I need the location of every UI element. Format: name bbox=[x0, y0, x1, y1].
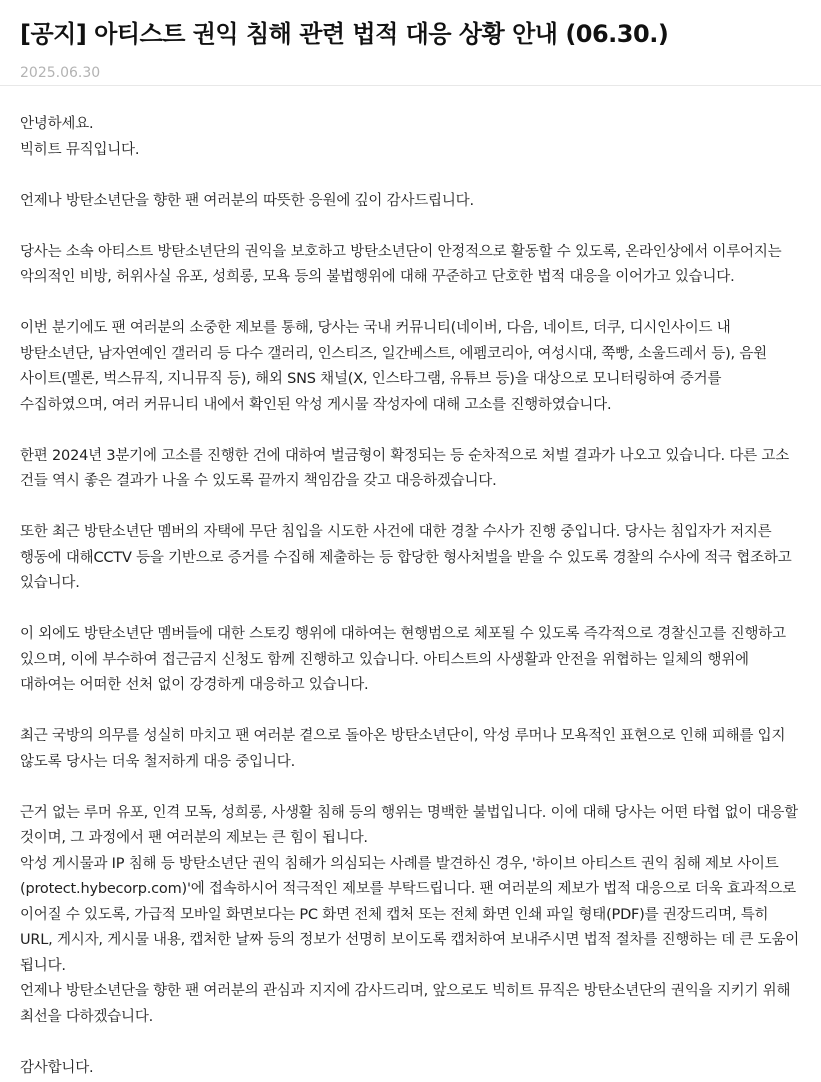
intrusion-paragraph: 또한 최근 방탄소년단 멤버의 자택에 무단 침입을 시도한 사건에 대한 경찰 수사가 진행 중입니다. 당사는 침입자가 저지른 행동에 대해CCTV 등을 기반으로 증거를 수집해 제출하는 등 합당한 형사처벌을 받을 수 있도록 경찰의 수사에 적극 협조하고 있습니다. bbox=[20, 524, 792, 591]
closing-paragraph: 언제나 방탄소년단을 향한 팬 여러분의 관심과 지지에 감사드리며, 앞으로도 빅히트 뮤직은 방탄소년단의 권익을 지키기 위해 최선을 다하겠습니다. bbox=[20, 983, 791, 1025]
notice-body bbox=[0, 86, 821, 1081]
report-guide-paragraph: 악성 게시물과 IP 침해 등 방탄소년단 권익 침해가 의심되는 사례를 발견하신 경우, '하이브 아티스트 권익 침해 제보 사이트(protect.hybecorp.com)'에 접속하시어 적극적인 제보를 부탁드립니다. 팬 여러분의 제보가 법적 대응으로 더욱 효과적으로 이어질 수 있도록, 가급적 모바일 화면보다는 PC 화면 전체 캡처 또는 전체 화면 인쇄 파일 형태(PDF)를 권장드리며, 특히 URL, 게시자, 게시물 내용, 캡처한 날짜 등의 정보가 선명히 보이도록 캡처하여 보내주시면 법적 절차를 진행하는 데 큰 도움이 됩니다. bbox=[20, 855, 800, 974]
notice-date: 2025.06.30 bbox=[20, 65, 101, 81]
thanks-intro-paragraph: 언제나 방탄소년단을 향한 팬 여러분의 따뜻한 응원에 깊이 감사드립니다. bbox=[20, 192, 474, 209]
greeting-text: 안녕하세요. bbox=[20, 116, 94, 132]
quarter-monitoring-paragraph: 이번 분기에도 팬 여러분의 소중한 제보를 통해, 당사는 국내 커뮤니티(네이버, 다음, 네이트, 더쿠, 디시인사이드 내 방탄소년단, 남자연예인 갤러리 등 다수 갤러리, 인스티즈, 일간베스트, 에펨코리아, 여성시대, 쭉빵, 소울드레서 등), 음원 사이트(멜론, 벅스뮤직, 지니뮤직 등), 해외 SNS 채널(X, 인스타그램, 유튜브 등)을 대상으로 모니터링하여 증거를 수집하였으며, 여러 커뮤니티 내에서 확인된 악성 게시물 작성자에 대해 고소를 진행하였습니다. bbox=[20, 320, 767, 413]
military-paragraph: 최근 국방의 의무를 성실히 마치고 팬 여러분 곁으로 돌아온 방탄소년단이, 악성 루머나 모욕적인 표현으로 인해 피해를 입지 않도록 당사는 더욱 철저하게 대응 중입니다. bbox=[20, 728, 786, 770]
results-paragraph: 한편 2024년 3분기에 고소를 진행한 건에 대하여 벌금형이 확정되는 등 순차적으로 처벌 결과가 나오고 있습니다. 다른 고소 건들 역시 좋은 결과가 나올 수 있도록 끝까지 책임감을 갖고 대응하겠습니다. bbox=[20, 447, 790, 489]
notice-title: [공지] 아티스트 권익 침해 관련 법적 대응 상황 안내 (06.30.) bbox=[20, 20, 669, 48]
notice-header bbox=[0, 0, 821, 86]
protection-paragraph: 당사는 소속 아티스트 방탄소년단의 권익을 보호하고 방탄소년단이 안정적으로 활동할 수 있도록, 온라인상에서 이루어지는 악의적인 비방, 허위사실 유포, 성희롱, 모욕 등의 불법행위에 대해 꾸준하고 단호한 법적 대응을 이어가고 있습니다. bbox=[20, 243, 782, 285]
sender-text: 빅히트 뮤직입니다. bbox=[20, 141, 140, 158]
illegal-acts-paragraph: 근거 없는 루머 유포, 인격 모독, 성희롱, 사생활 침해 등의 행위는 명백한 불법입니다. 이에 대해 당사는 어떤 타협 없이 대응할 것이며, 그 과정에서 팬 여러분의 제보는 큰 힘이 됩니다. bbox=[20, 804, 798, 846]
sign-off-text: 감사합니다. bbox=[20, 1059, 94, 1076]
stalking-paragraph: 이 외에도 방탄소년단 멤버들에 대한 스토킹 행위에 대하여는 현행범으로 체포될 수 있도록 즉각적으로 경찰신고를 진행하고 있으며, 이에 부수하여 접근금지 신청도 함께 진행하고 있습니다. 아티스트의 사생활과 안전을 위협하는 일체의 행위에 대하여는 어떠한 선처 없이 강경하게 대응하고 있습니다. bbox=[20, 626, 786, 693]
